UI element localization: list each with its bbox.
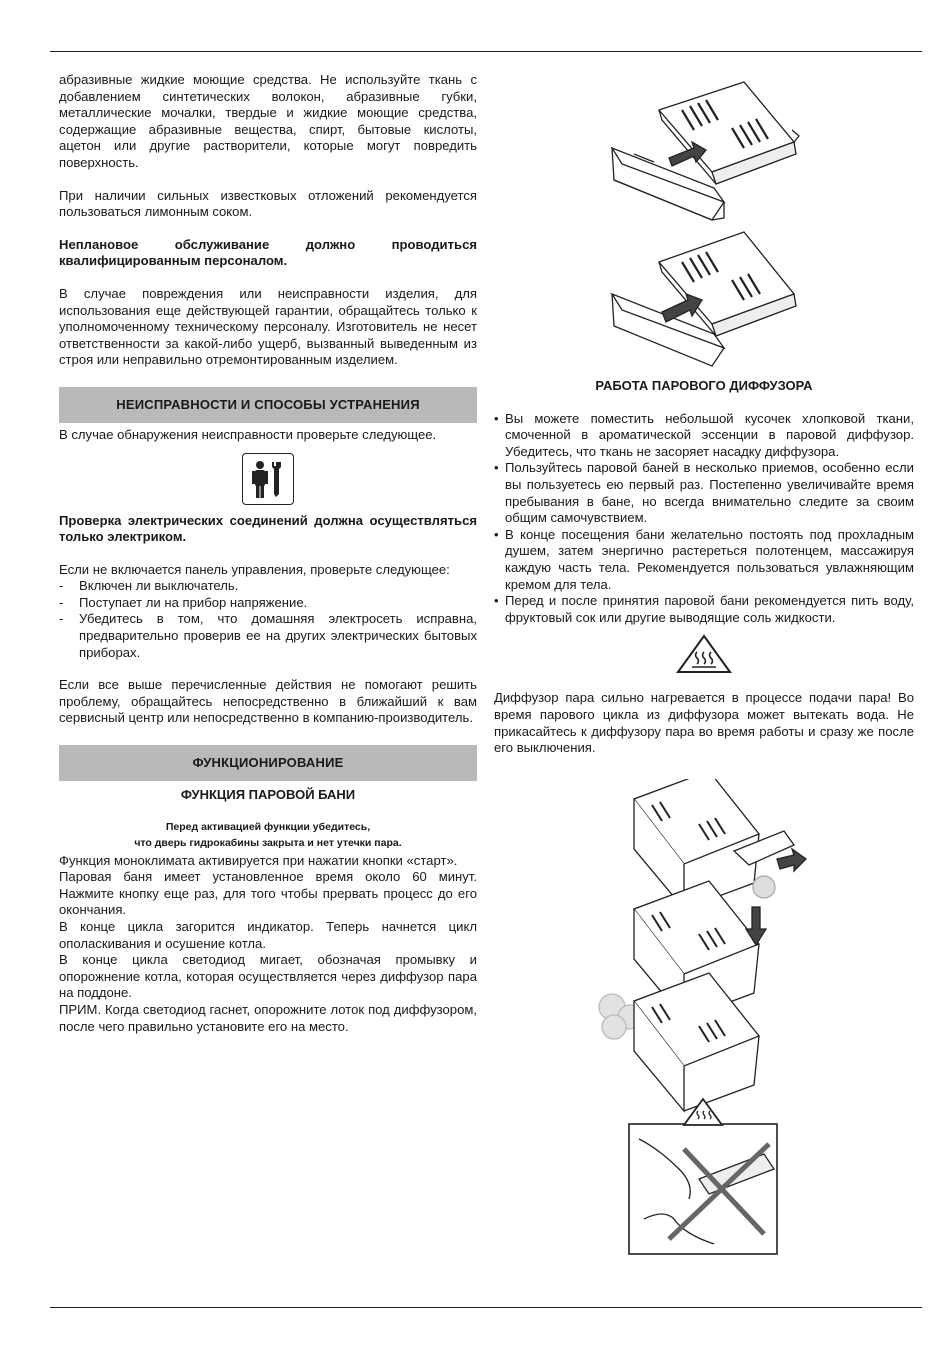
checklist (59, 578, 477, 661)
technician-icon (242, 453, 294, 505)
diffuser-usage-illustration (494, 779, 914, 1259)
section-header-faults: НЕИСПРАВНОСТИ И СПОСОБЫ УСТРАНЕНИЯ (59, 387, 477, 423)
paragraph-warranty: В случае повреждения или неисправности изделия, для использования еще действующей гарантии, обращайтесь только к уполномоченному техническому персоналу. Изготовитель не несет ответственности за какой-либо ущерб, вызванный выведенным из строя или неправильно отремонтированным изделием. (59, 285, 477, 368)
checklist-item: - Поступает ли на прибор напряжение. (59, 595, 477, 612)
subheading-diffuser: РАБОТА ПАРОВОГО ДИФФУЗОРА (595, 378, 813, 393)
checklist-item: - Включен ли выключатель. (59, 578, 477, 595)
subheading-steam-bath: ФУНКЦИЯ ПАРОВОЙ БАНИ (180, 787, 356, 803)
paragraph-service-warning: Неплановое обслуживание должно проводиться квалифицированным персоналом. (59, 236, 477, 269)
diffuser-tray-illustration (494, 72, 914, 372)
paragraph-note: ПРИМ. Когда светодиод гаснет, опорожните лоток под диффузором, после чего правильно установите его на место. (59, 1001, 477, 1034)
paragraph-cycle-end: В конце цикла загорится индикатор. Теперь начнется цикл ополаскивания и осушение котла. (59, 919, 477, 951)
tip-item: • Пользуйтесь паровой баней в несколько приемов, особенно если вы пользуетесь ею первый раз. Постепенно увеличивайте время пребывания в бане, но всегда внимательно следите за своим общим самочувствием. (494, 460, 914, 526)
checklist-item: - Убедитесь в том, что домашняя электросеть исправна, предварительно проверив ее на других электрических бытовых приборах. (59, 611, 477, 661)
paragraph-led: В конце цикла светодиод мигает, обозначая промывку и опорожнение котла, которая осуществляется через диффузор пара на поддоне. (59, 952, 477, 1001)
paragraph-panel: Если не включается панель управления, проверьте следующее: (59, 561, 450, 577)
caps-notice-line-2: что дверь гидрокабины закрыта и нет утечки пара. (134, 836, 402, 849)
paragraph-duration: Паровая баня имеет установленное время около 60 минут. Нажмите кнопку еще раз, для того чтобы прервать процесс до его окончания. (59, 869, 477, 918)
caps-notice-line-1: Перед активацией функции убедитесь, (165, 820, 371, 833)
tip-item: • В конце посещения бани желательно постоять под прохладным душем, затем энергично растереться полотенцем, массажируя каждую часть тела. Рекомендуется пользоваться увлажняющим кремом для тела. (494, 527, 914, 593)
paragraph-contact: Если все выше перечисленные действия не помогают решить проблему, обращайтесь непосредственно в ближайший к вам сервисный центр или непосредственно в компанию-производитель. (59, 677, 477, 726)
paragraph-hot-diffuser: Диффузор пара сильно нагревается в процессе подачи пара! Во время парового цикла из диффузора может вытекать вода. Не прикасайтесь к диффузору пара во время работы и сразу же после его выключения. (494, 690, 914, 756)
top-rule (50, 51, 922, 52)
tip-item: • Вы можете поместить небольшой кусочек хлопковой ткани, смоченной в ароматической эссенции в паровой диффузор. Убедитесь, что ткань не засоряет насадку диффузора. (494, 411, 914, 461)
left-column (59, 72, 477, 1035)
paragraph-monoclimate: Функция моноклимата активируется при нажатии кнопки «старт». (59, 852, 458, 868)
diffuser-tips-list (494, 411, 914, 627)
tip-item: • Перед и после принятия паровой бани рекомендуется пить воду, фруктовый сок или другие выводящие соль жидкости. (494, 593, 914, 626)
right-column (494, 72, 914, 1259)
bottom-rule (50, 1307, 922, 1308)
paragraph-faults: В случае обнаружения неисправности проверьте следующее. (59, 426, 437, 442)
paragraph-lemon: При наличии сильных известковых отложений рекомендуется пользоваться лимонным соком. (59, 187, 477, 220)
paragraph-electric-warning: Проверка электрических соединений должна осуществляться только электриком. (59, 512, 477, 545)
section-header-function: ФУНКЦИОНИРОВАНИЕ (59, 745, 477, 781)
paragraph-cleaning: абразивные жидкие моющие средства. Не используйте ткань с добавлением синтетических волокон, абразивные губки, металлические мочалки, твердые и жидкие моющие средства, содержащие абразивные вещества, спирт, бытовые кислоты, ацетон или другие растворители, которые могут повредить поверхность. (59, 72, 477, 170)
hot-surface-warning-icon (494, 634, 914, 674)
